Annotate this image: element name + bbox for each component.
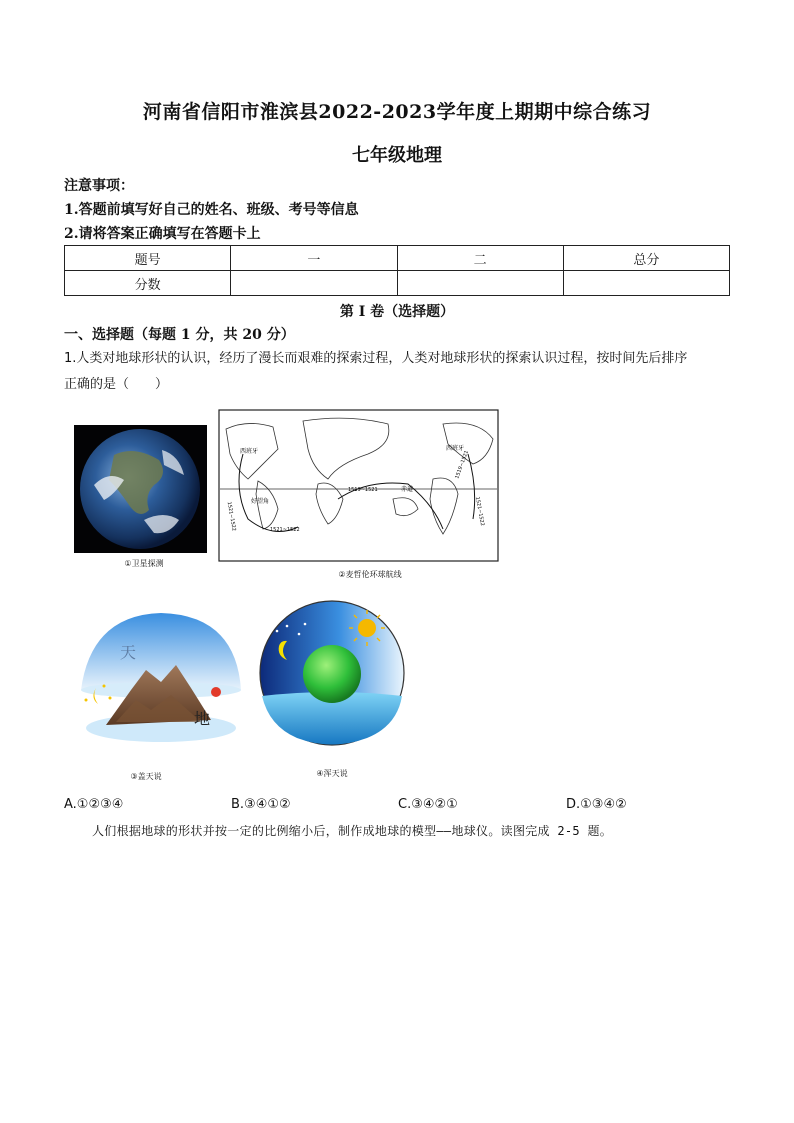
document-title: 河南省信阳市淮滨县2022-2023学年度上期期中综合练习 [142,101,652,123]
fig3-caption: ③盖天说 [130,772,162,781]
fig1-caption: ①卫星探测 [124,559,164,568]
table-header-cell: 题号 [65,246,231,271]
map-label-spain-right: 西班牙 [446,445,465,452]
huntian-illustration [257,596,407,750]
question-1-line-2: 正确的是（ ） [64,377,169,392]
fig2-caption: ②麦哲伦环球航线 [338,570,402,579]
map-label-route-1519: 1519~1521 [348,487,378,493]
option-a[interactable]: A.①②③④ [64,797,124,812]
part-heading: 一、选择题（每题 1 分，共 20 分） [64,327,295,343]
satellite-earth-image [74,425,207,553]
magellan-route-map [218,409,499,562]
document-subtitle: 七年级地理 [352,145,442,166]
map-label-route-1519b: 1519~1521 [454,449,471,480]
fig4-caption: ④浑天说 [316,769,348,778]
table-header-cell: 总分 [563,246,729,271]
map-label-route-1521b: 1521~1522 [270,527,300,533]
option-c[interactable]: C.③④②① [398,797,458,812]
volume-heading: 第 I 卷（选择题） [339,304,455,320]
passage-text: 人们根据地球的形状并按一定的比例缩小后，制作成地球的模型——地球仪。读图完成 2-5 题。 [92,824,613,838]
table-header-cell: 二 [397,246,563,271]
notice-item-1: 1.答题前填写好自己的姓名、班级、考号等信息 [64,202,359,218]
notice-heading: 注意事项： [64,178,134,194]
earth-char: 地 [194,709,211,728]
option-b[interactable]: B.③④①② [231,797,291,812]
score-table [64,245,730,296]
map-label-cape: 好望角 [251,498,270,505]
question-1-line-1: 1.人类对地球形状的认识，经历了漫长而艰难的探索过程，人类对地球形状的探索认识过程，按时间先后排序 [64,351,688,366]
gaitian-illustration [76,610,246,760]
table-header-cell: 一 [231,246,397,271]
score-cell[interactable] [563,271,729,296]
map-label-equator: 赤道 [401,486,414,493]
sky-char: 天 [120,643,137,662]
map-label-spain-left: 西班牙 [240,448,259,455]
table-row [65,271,730,296]
notice-item-2: 2.请将答案正确填写在答题卡上 [64,226,261,242]
table-row [65,246,730,271]
map-label-route-1521a: 1521~1522 [225,501,237,532]
score-cell[interactable] [231,271,397,296]
option-d[interactable]: D.①③④② [566,797,627,812]
map-label-route-1521c: 1521~1522 [474,496,486,527]
question-1-text [64,346,734,398]
score-cell[interactable] [397,271,563,296]
table-row-label: 分数 [65,271,231,296]
